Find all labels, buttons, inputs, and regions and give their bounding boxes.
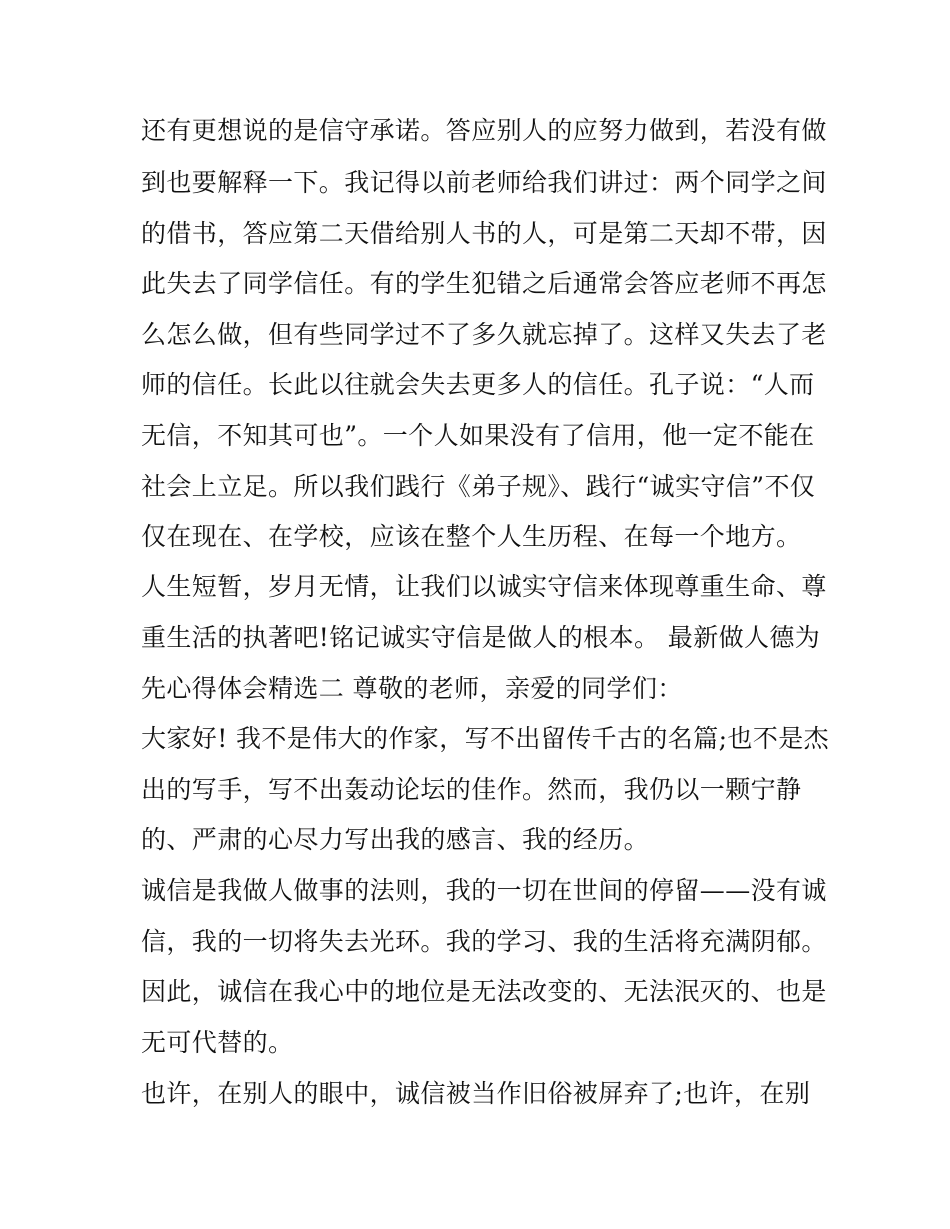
text-line: 大家好! 我不是伟大的作家，写不出留传千古的名篇;也不是杰 xyxy=(141,724,830,753)
text-line: 此失去了同学信任。有的学生犯错之后通常会答应老师不再怎 xyxy=(141,269,827,298)
text-line: 的借书，答应第二天借给别人书的人，可是第二天却不带，因 xyxy=(141,219,827,248)
text-line: 先心得体会精选二 尊敬的老师，亲爱的同学们： xyxy=(141,674,683,703)
text-line: 重生活的执著吧!铭记诚实守信是做人的根本。 最新做人德为 xyxy=(141,623,821,652)
text-line: 无信，不知其可也”。一个人如果没有了信用，他一定不能在 xyxy=(141,421,815,450)
text-line: 无可代替的。 xyxy=(141,1028,294,1057)
text-line: 的、严肃的心尽力写出我的感言、我的经历。 xyxy=(141,825,650,854)
text-line: 因此，诚信在我心中的地位是无法改变的、无法泯灭的、也是 xyxy=(141,977,827,1006)
text-line: 师的信任。长此以往就会失去更多人的信任。孔子说：“人而 xyxy=(141,370,815,399)
text-line: 还有更想说的是信守承诺。答应别人的应努力做到，若没有做 xyxy=(141,116,827,145)
text-line: 社会上立足。所以我们践行《弟子规》、践行“诚实守信”不仅 xyxy=(141,472,816,501)
text-line: 到也要解释一下。我记得以前老师给我们讲过：两个同学之间 xyxy=(141,168,827,197)
text-line: 也许，在别人的眼中，诚信被当作旧俗被屏弃了;也许，在别 xyxy=(141,1079,811,1108)
text-line: 诚信是我做人做事的法则，我的一切在世间的停留——没有诚 xyxy=(141,876,827,905)
text-line: 仅在现在、在学校，应该在整个人生历程、在每一个地方。 xyxy=(141,522,802,551)
text-line: 么怎么做，但有些同学过不了多久就忘掉了。这样又失去了老 xyxy=(141,320,827,349)
text-line: 信，我的一切将失去光环。我的学习、我的生活将充满阴郁。 xyxy=(141,927,827,956)
text-line: 人生短暂，岁月无情，让我们以诚实守信来体现尊重生命、尊 xyxy=(141,572,827,601)
text-line: 出的写手，写不出轰动论坛的佳作。然而，我仍以一颗宁静 xyxy=(141,775,802,804)
